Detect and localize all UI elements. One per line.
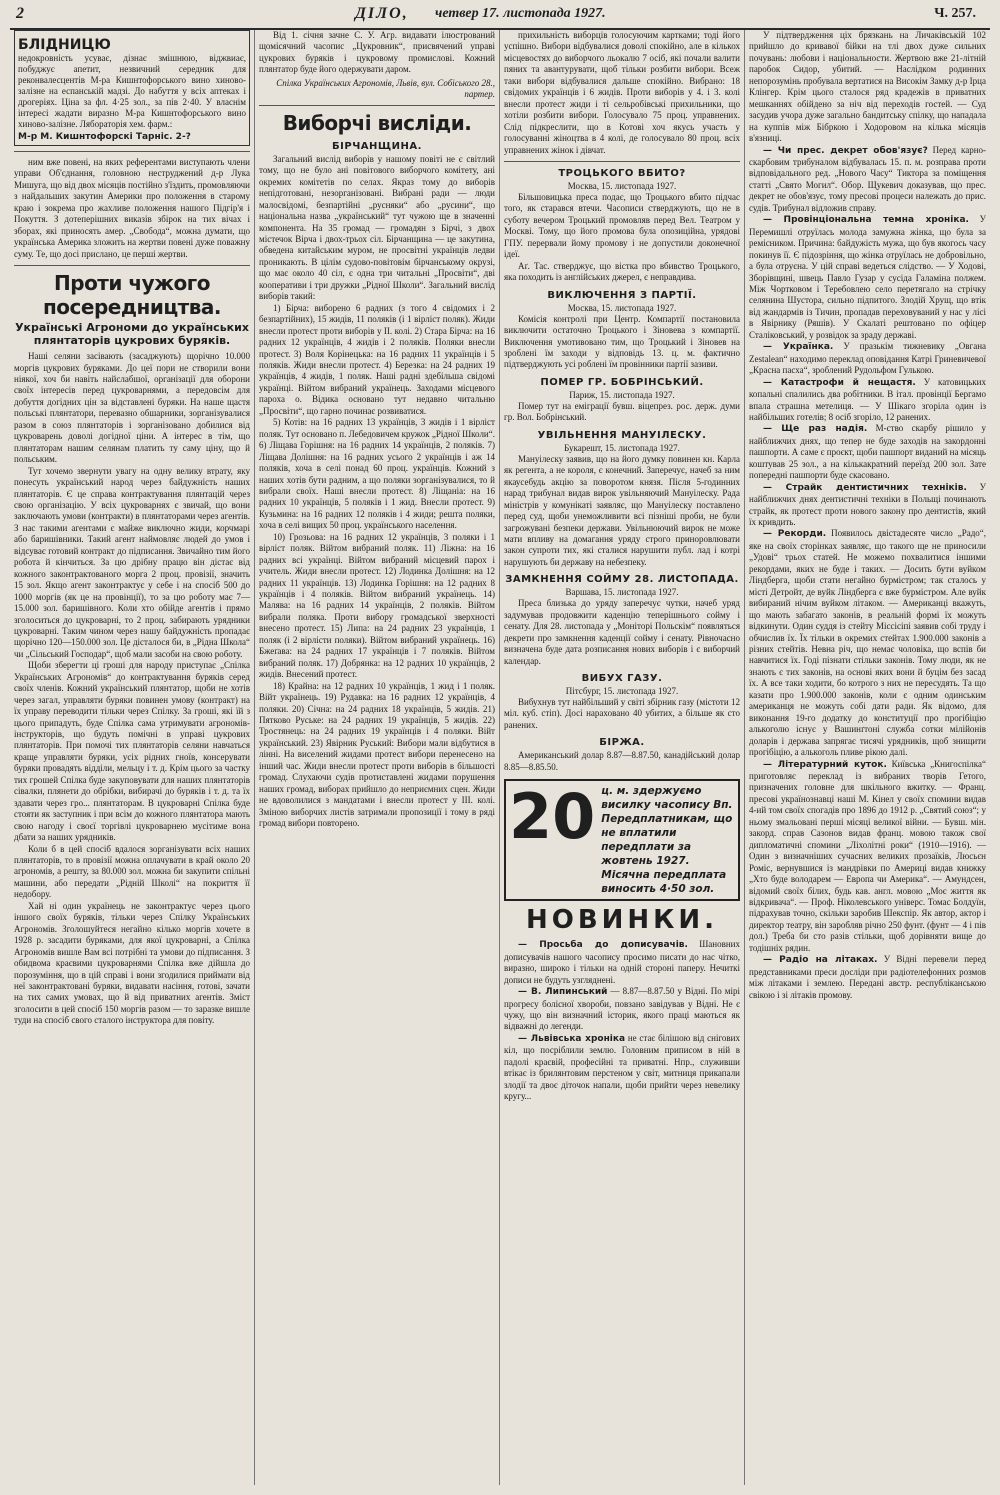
column-4 <box>745 30 990 1485</box>
article-title: Проти чужого посередництва. <box>42 271 221 320</box>
news-paragraph: Мануілеску заявив, що на його думку повинен кн. Карла як регента, а не короля, є конечний. Заперечує, начеб за ним якаусебудь акцію за поворотом князя. Після 5-годинних нарад трибунал видав вирок увільняючий Мануілеску. Рада міністрів у комунікаті заявляє, що Мануілеску поставлено перед суд, щоби унеможливити всі пізніші проби, не були загрожувані безпеки держави. Увільнюючий вирок не може мати впливу на домагання уряду строго приноровлювати закон супроти тих, які сталися нарушити публ. лад і котрі нарушують би державу на небезпеку. <box>504 453 740 567</box>
news-headline: УВІЛЬНЕННЯ МАНУІЛЕСКУ. <box>537 429 707 441</box>
paragraph: 18) Крайна: на 12 радних 10 українців, 1 жид і 1 поляк. Війт українець. 19) Рудавка: на 16 радних 12 українців, 4 поляки. 20) Січна: на 24 радних 18 українців, 5 жидів. 21) Пятково Руське: на 24 радних 19 українців, 5 жидів. 22) Тростянець: на 24 радних 19 українців і 4 поляки. Війт український. 23) Явірник Руський: Вибори мали відбутися в лінні. На виселений жидами протест вибори перенесено на інший час. Жиди внесли протест проти виборів в більшості громад. Слухаючи судів протиставлені жидами порушення наших громад, виборах прийшло до неприємних сцен. Жиди не вдоволилися з мандатами і внесли протест у III. колі. Зміною виборчих листів затримали пропозиції і тому в ряді громад вибори повторено. <box>259 680 495 829</box>
news-note-text: У найближчих днях дентистичні техніки в Польщі починають страйк, як протест проти нового закону про дентистів, який їх кривдить. <box>749 481 986 528</box>
columns <box>10 30 990 1485</box>
news-note-heading: — В. Липинський <box>518 987 608 998</box>
news-note-heading: — Провінціональна темна хроніка. <box>763 215 969 226</box>
news-note <box>749 759 986 955</box>
news-note-text: Появилось двістадесяте число „Радо“, яке на своїх сторінках заявляє, що такого ще не приносили „Удові“ трьох статей. Не можемо похвалитися іншими рекордами, яких не буде і таких. — Досить бути вуйком Ліндберга, щоби стати негайно бурмістром; так сталось у місті Детройт, де вуйк Ліндберга є вже бурмістром. Але вуйк вибираний нічим вуйком літаком. — Американці вкажуть, що мають забагато законів, в реальній формі їх можуть відкинути. Один суддя із стейту Міссісіпі заявив собі труду і обчислив їх. Їх тільки в окремих стейтах 1.900.000 законів а різних стейтів. Невна річ, що немає чоловіка, що вспів би навчитися їх. Годі пізнати стільки законів. Тому люди, як не знають є тих законів, на основі яких вони й буцім без засад їх. А все таки ходити, бо котрого з них не пересудять. Та що казати про 1.900.000 законів, коли є одним одинським американця не можуть собі дати ради. Як відомо, для виконання 19-го додатку до конституції про прогібіцію алькоголю існує у Вашинґтоні служба сотки мілійонів доларів і держава запрягає тисячі урядників, щоб знищити прогібіцію, а алькоголь пливе рікою далі. <box>749 528 987 758</box>
news-paragraph: Більшовицька преса подає, що Троцького вбито підчас того, як старався втечи. Часописи стверджують, що не в суботу вечером Троцький промовляв перед Вел. Театром у Москві. Тому, що його промова була опозиційна, урядові ГПУ. перервали йому промову і не допустили доконечної ідеї. <box>504 191 740 260</box>
notice-number: 20 <box>509 780 596 854</box>
news-note-heading: — Страйк дентистичних техніків. <box>763 482 967 493</box>
news-note-heading: — Чи прес. декрет обов'язує? <box>763 145 928 156</box>
paragraph: ним вже повені, на яких референтами виступають члени управи Об'єднання, головною неструджений д-р Лука Мишуга, що від двох місяців постійно з'їздить, промовляючи з найдальших закутин Америки про положення в старому краю і зокрема про жахливе положення нашого Підгір'я і Покуття. З дотеперішних виказів збірок на тих вічах і зборах, які приносять амер. „Свобода“, можна думати, що українська Америка зложить на жертви повені дуже поважну суму. Те, що досі прислано, це перші жертви. <box>14 157 250 259</box>
news-note-heading: — Катастрофи й нещастя. <box>763 377 916 388</box>
news-paragraph: Вибухнув тут найбільший у світі збірник газу (містоти 12 міл. куб. стіп). Досі нараховано 40 убитих, а більше як сто ранених. <box>504 697 740 730</box>
news-headline: ВИБУХ ГАЗУ. <box>581 673 663 685</box>
news-item <box>504 737 740 773</box>
news-note <box>504 986 740 1033</box>
news-note <box>749 214 986 341</box>
news-paragraph: Преса близька до уряду заперечує чутки, начеб уряд задумував продовжити каденцію теперішнього сойму і сенату. Для 28. листопада у „Моніторі Польскім“ появляться декрети про замкнення каденції сойму і сенату. Рівночасно визначена буде дата розписання нових виборів і є виборчий календар. <box>504 598 740 666</box>
paragraph: 10) Грозьова: на 16 радних 12 українців, 3 поляки і 1 вірліст поляк. Війтом вибраний поляк. 11) Ліжна: на 16 радних всі українці. Війтом вибраний місцевий парох і учитель. Жиди внесли протест. 12) Лодинка Долішня: на 12 радних 11 українців. 13) Лодинка Горішня: на 12 радних 8 українців і 4 поляків. Війтом вибраний українець. 14) Малява: на 16 радних 14 українців, 2 поляків. Війтом вибрали поляка. Проти вибору громадської зверхності внесено протест. 15) Липа: на 24 радних 23 українців, 1 поляк (і 2 вірлісти поляки). Війтом вибраний українець. 16) Бжеґава: на 24 радних 17 українців і 7 поляків. Війтом вибраний поляк. 17) Добрянка: на 12 радних 10 українців, 2 жидів. Внесений протест. <box>259 531 495 680</box>
news-note-heading: — Радіо на літаках. <box>763 955 878 966</box>
news-note-text: — 8.87—8.87.50 у Відні. По мірі прогресу болісної хвороби, повзано завідував у Відні. Не є чужу, що він визначний історик, якого праці маються як відважні до легенди. <box>504 986 740 1032</box>
news-headline: ЗАМКНЕННЯ СОЙМУ 28. ЛИСТОПАДА. <box>505 574 739 586</box>
news-headline: ПОМЕР ГР. БОБРІНСЬКИЙ. <box>540 376 704 388</box>
elections-continued <box>504 30 740 156</box>
news-dateline: Москва, 15. листопада 1927. <box>567 180 677 191</box>
column-1 <box>10 30 255 1485</box>
news-note <box>749 423 986 481</box>
news-note-heading: — Просьба до дописувачів. <box>518 940 688 951</box>
news-note-heading: — Літературний куток. <box>763 759 887 770</box>
news-note-text: У празькім тижневику „Овгана Zestalean“ находимо переклад оповідання Катрі Гриневичевої „Красна пасха“, зроблений Рудольфом Гулькою. <box>749 341 987 376</box>
notice-signature: Спілка Українських Агрономів, Львів, вул. Собіського 28., партер. <box>276 77 495 99</box>
news-item <box>504 168 740 284</box>
ad-maker: М-р М. Кишнтофорскі Тарніс. 2-? <box>18 132 191 142</box>
news-note <box>504 939 740 986</box>
news-note-text: У Відні перевели перед представниками преси досліди при радіотелефонних розмов між літаками і землею. Передані австр. республіканською свікою і зі літаків промову. <box>749 954 987 1000</box>
news-paragraph: Аґ. Тас. стверджує, що вістка про вбивство Троцького, яка походить із англійських джерел, є неправдива. <box>504 260 740 283</box>
news-items-continued <box>749 145 986 1002</box>
news-headline: ВИКЛЮЧЕННЯ З ПАРТІЇ. <box>547 289 697 301</box>
page-number: 2 <box>16 5 24 22</box>
ad-brand: БЛІДНИЦЮ <box>18 37 111 53</box>
news-item <box>504 290 740 371</box>
news-dateline: Москва, 15. листопада 1927. <box>567 302 677 313</box>
news-note-heading: — Українка. <box>763 342 834 353</box>
news-dateline: Париж, 15. листопада 1927. <box>569 389 675 400</box>
paragraph: Коли б в цей спосіб вдалося зорганізувати всіх наших плянтаторів, то в провізії можна оплачувати в край около 20 агрономів, а решту, за 80.000 зол. можна би закупити спільні машини, або передати „Рідній Школі“ на покриття її недобору. <box>14 843 250 900</box>
paragraph: прихильність виборців голосуючим картками; тоді його успішно. Вибори відбувалися доволі спокійно, але в кількох місцевостях до виборчого льокалю 7 осіб, які почали валити пяних та авантурувати, щоб тільки розбити вибори. Всеж таки вибори відбувалися дальше спокійно. Вибрано: 18 свідомих українців і 6 жидів. Проти виборів у 4. і 3. колі внесли протест жиди і ті сельробівські прихильники, що хотіли розбити вибори. Голосувало 75 проц. управнених. Слід підкреслити, що в Котові хоч якусь участь у голосуванні жіноцтва в 4 колі, де голосувало 80 проц. всіх управнених жінок і дівчат. <box>504 30 740 155</box>
news-note <box>749 482 986 529</box>
news-paragraph: Помер тут на еміграції бувш. віцепрез. рос. держ. думи гр. Вол. Бобрінський. <box>504 400 740 423</box>
paragraph: Загальний вислід виборів у нашому повіті не є світлий тому, що не було ані повітового виборчого комітету, ані окремих комітетів по селах. Якраз тому до виборів непідготовані, незорганізовані. Вибрані ради — люди малосвідомі, безпартійні „русняки“ або „русини“, що національна назва „український“ тут чужою ще в значенні компонента. На 35 громад — громадян з Бірчі, з двох містечок Вірча і двох-трьох сіл. Бірчанщина — це закутина, обведена китайським муром, не просвітні українців ледви проникають. В цілім судово-повітовім бірчанському окрузі, що має около 40 сіл, є одна три читальні „Просвіти“, дві кооперативи і три дружки „Рідної Школи“. Загальний вислід виборів такий: <box>259 153 495 302</box>
news-note <box>749 954 986 1001</box>
news-paragraph: Американський долар 8.87—8.87.50, канадійський долар 8.85—8.85.50. <box>504 750 740 772</box>
article-body <box>14 351 250 1027</box>
news-note-text: Перед карно-скарбовим трибуналом відбувалась 15. п. м. розправа проти відповідального ред. „Нового Часу“ Тиктора за поміщення статті „Свято Могил“. Обор. Щукевич доказував, що прес. декрет не обов'язує, тому пресові процеси належать до прис. судів. Трибунал відложив справу. <box>749 144 987 213</box>
article-subtitle: Українські Агрономи до українських плянтаторів цукрових буряків. <box>15 321 249 348</box>
news-paragraph: Комісія контролі при Центр. Компартії постановила виключити остаточно Троцького і Зіновева з компартії. Виключення умотивовано тим, що Троцький і Зіновев на зробленi їм заходи у відповідь 13. ц. м. фактично підтверджують усі роблені їм провінники партії зазиви. <box>504 313 740 370</box>
news-item <box>504 574 740 667</box>
elections-subtitle: БІРЧАНЩИНА. <box>332 140 422 152</box>
subscription-notice-box <box>504 779 740 901</box>
paragraph: Хай ні один українець не законтрактує через цього іншого своїх буряків, тільки через Спілку Українських Агрономів. Зголошуйтеся негайно кілько моргів хочете в 1928 р. засадити буряками, для якої цукроварні, а Спілка Агрономів вишле Вам всі потрібні та умови до підписання. З обидвома краєвими цукроварнями Спілка вже дійшла до порозуміння, що в цій справі і вони згодилися приймати від неї законтрактовані буряки, видавати насіння, готові, зачати на тих самих умовах, що й від приватних агентів. Зміст зголосити в цей спосіб 150 моргів разом — то заразке вишле туди на спосіб свого сталого інструктора для повіту. <box>14 900 250 1026</box>
news-headline: ТРОЦЬКОГО ВБИТО? <box>558 167 686 179</box>
news-item <box>504 430 740 569</box>
column-3 <box>500 30 745 1485</box>
news-section-title: НОВИНКИ. <box>525 905 719 936</box>
news-note-text: М-ство скарбу рішило у найближчих днях, що тепер не буде заходів на закордонні пашпорти. А саме є проєкт, щоби пашпорт виданий на місяць коштував 25 зол., а на кількакратний переїзд 200 зол. Зате попередні пашпорти буде скасовано. <box>749 423 986 481</box>
news-note <box>749 377 986 424</box>
news-note-text: У катовицьких копальні спалились два робітники. В італ. провінції Бергамо впала страшна метелиця. — У Шікаго згоріла один із найбільших готелів; 8 осіб згоріло, 12 ранених. <box>749 376 986 422</box>
telegraph-news <box>504 168 740 773</box>
news-note-text: Шановних дописувачів нашого часопису просимо писати до нас чітко, виразно, широко і тільки на одній стороні паперу. Нечиткі дописи не будуть узглядненi. <box>504 939 740 985</box>
news-note <box>749 528 986 758</box>
divider <box>259 105 495 106</box>
paragraph: 5) Котів: на 16 радних 13 українців, 3 жидів і 1 вірліст поляк. Тут основано п. Лебедовичем кружок „Рідної Школи“. 6) Ліщава Горішня: на 16 радних 14 українців, 2 поляків. 7) Ліщава Долішня: на 16 радних усього 2 українців і аж 14 поляків, хоча в селі понад 60 проц. українців. Кожний з наших хотів бути радним, а що поляки зорганізувалися, то й вибрали своїх. Наші внесли протест. 8) Ліщаніа: на 16 радних 10 українців, 5 поляків і 1 жид. Внесли протест. 9) Кузьмина: на 16 радних 12 поляків і 4 жиди; решта поляки, хоча в селі вищих 50 проц. українського населення. <box>259 417 495 531</box>
news-item <box>504 673 740 731</box>
paragraph: Наші селяни засівають (засаджують) щорічно 10.000 моргів цукрових буряками. До цеї пори не створили вони ніякої, хоч би навіть найслабшої, організації для оборони своїх інтересів перед цукроварнями, а передовсім для добуття догідних цін за відставлені буряки. На наше щастя польські плянтатори, перевазно обшарники, зорганізувалися разом в союз плянтаторів і зорганізовано добилися від цукроварень доволі догідної ціни. А інтерес в тім, що плянтаторам нашим селянам платить ту саму ціну, що й польським. <box>14 351 250 465</box>
news-dateline: Пітсбург, 15. листопада 1927. <box>565 686 679 697</box>
elections-title: Виборчі висліди. <box>282 110 472 135</box>
news-note-text: Київська „Книгоспілка“ приготовляє переклад із вибраних творів Гетого, призначених головне для шкільного вжитку. — Франц. пресові українознавці наші М. Кінел у своїх спомини видав 4-ий том своїх спогадів про 1896 до 1912 р. „Святий союз“; у ньому змальовані перші місяці великої війни. — Бувш. мін. закорд. справ Сазонов видав франц. мовою також свої дипломатичні спомини „Ліхолітні роки“ (1910—1916). — Один з визначніших сучасних великих прозаїків, Люсьєн Ромiс, вернувшися із мандрівки по Америці видав книжку „Хто буде володарем — Европа чи Америка“. — Амундсен, відомий своїх білих, будь кав. англ. мовою „Моє життя як відкривача“. — Проф. Ніколевського універс. Томас Болдуїн, підрахував точно, скільки заробив Шекспір. Як автор, актор і директор театру, він заробляв річно 250 фунт. (фунт — 4 і пів дол.) Треба би сто разів стільки, щоб дорівняти вище до тодішніх рядин. <box>749 758 986 953</box>
news-note-text: У Перемишлі отруїлась молода замужна жінка, що була за ремісником. Причина: байдужість мужа, що був якогось часу покинув її. Є підозріння, що жінка отруїлась не добровільно, а була отруєна. У цій справі ведеться слідство. — У Ходовi, Зборівщині, швець Павло Гузар у сусіда Галаміна полжем. Між Чортковом і Теребовлею село перетягало на стрічку селянина Шустора, сильно підпитого. Злодій Хрущ, що втік від жандармів із Тичин, пропадав переховуваний у нас у лісі в Явірнику (Ряшів). У Скалаті рештовано по офіцер Сталіковський, у розвідок за зраду державі. <box>749 214 987 340</box>
issue-number: Ч. 257. <box>934 6 976 21</box>
tonic-advertisement <box>14 30 250 146</box>
news-note-heading: — Львівська хроніка <box>518 1033 626 1044</box>
agronomists-notice <box>259 30 495 76</box>
paragraph: Від 1. січня зачне С. У. Агр. видавати ілюстрований щомісячний часопис „Цукровник“, присвячений управі цукрових буряків і цукровому промислові. Кожний плянтатор буде його одержувати даром. <box>259 30 495 75</box>
elections-body <box>259 154 495 830</box>
paragraph: Тут хочемо звернути увагу на одну велику втрату, яку понесуть український народ через байдужність наших плянтаторів. Є це справа контрактування плянтацій через свою організацію. У всіх цукроварнях є звичай, що вони заключають умови (контракти) в плянтаторами через агентів. З нас такими агентами є майже виключно жиди, корчмарі або баришівники. Такий агент наймовляє людей до умов і відсуває готовий контракт до підписання. Звичайно тим його робота й кінчиться. За цю дрібну працю він дістає від кожного законтрактованого морга 2 проц. провізії, значить 15 зол. Якщо агент законтрактує у себе і на спосіб 500 до 1000 моргів (як це на провінції), то за цю роботу має 7—15.000 зол. баришівного. Коли хто обійде агентів і прямо зголоситься до цукроварні, то 2 проц. забирають урядники цукроварні. Таким чином через нашу байдужність пропадає щорічно 120—150.000 зол. Це дісталося би, в „Рідна Школа“ чи „Сільський Господар“, щоб мали засоби на свою роботу. <box>14 465 250 659</box>
page-header <box>10 4 990 30</box>
news-item <box>504 377 740 424</box>
divider <box>504 161 740 162</box>
news-note-heading: — Ще раз надія. <box>763 424 868 435</box>
news-note <box>504 1033 740 1103</box>
paragraph: Щоби зберегти ці гроші для народу приступає „Спілка Українських Агрономів“ до контрактування буряків серед своїх членів. Кожний український плянтатор, щоби не хотів через загал, управляти буряки повинен умову (контракт) на їх управу переводити тільки через Спілку. За гроші, які їй з цього припадуть, буде Спілка сама утримувати агрономів-інструкторів, що будуть помічні в управі цукрових плянтаторів. При помочі тих плянтаторів селяни навчаться краще управляти буряки, усіх рідних гноїв, консерувати буряки провадять відділи, мельцу і т. д. Крім цього за частку тих грошей Спілка буде закуповувати для наших плянтаторів сівалки, плянети до обрібки, вибирачі до буряків і т. д. та їх здавати через гро... плянтаторам. В цукроварні Спілка буде стояти як заступник і при всім до кожного плянтатора мають свою нагоду і своєї торгівлі цукроварнею мусітиме вона дбати за наших урядників. <box>14 660 250 843</box>
divider <box>14 265 250 266</box>
news-note-heading: — Рекорди. <box>763 529 827 540</box>
chronicle-continued <box>749 30 986 145</box>
news-note <box>749 145 986 215</box>
news-dateline: Букарешт, 15. листопада 1927. <box>564 442 680 453</box>
news-note-text: не стає білішою від снігових кіл, що посріблили землю. Головним приписом в ній в падолі краєвій, професійні та приватні. Нпр., служивши втікає із брилянтовим перстеном у світ, митниця прикапали злодії та двоє діточок напали, щоби прийти через невелику кругу... <box>504 1032 740 1102</box>
ad-text: недокровність усуває, дізнає змішнюю, віджвиає, побуджує апетит, незвичний середник для реконвалесцентів М-ра Кишнтофорського вино хиново-залізне на еспанській мадзі. До набуття у всіх аптеках і дрогеріях. Ціна за фл. 4·25 зол., за пів 2·40. У власнім інтересі жадати виразно М-ра Кишнтофорського вино хиново-залізне. Лябораторія хем. фарм.: <box>18 53 246 129</box>
paragraph: 1) Бірча: виборено 6 радних (з того 4 свідомих і 2 безпартійних), 15 жидів, 11 поляків (і 1 вірліст поляк). Жиди внесли протест проти виборів у II. колі. 2) Стара Бірча: на 16 радних 12 українців, 4 жидів і 2 поляків. Поляки внесли протест. 3) Воля Корінецька: на 16 радних 11 українців і 5 поляків. Жиди внесли протест. 4) Березка: на 24 радних 19 українців, 4 жидів, 1 поляк. Наші радні здебільша свідомі українці. Війтом вибраний українець. Заходами місцевого пароха о. Відика основано тут недавно читальню „Просвіти“, що гарно починає розвиватися. <box>259 302 495 416</box>
notice-text: ц. м. здержуємо висилку часопису Вп. Передплатникам, що не вплатили передплати за жовтень 1927. Місячна передплата виносить 4·50 зол. <box>601 785 733 896</box>
intro-article <box>14 157 250 260</box>
column-2 <box>255 30 500 1485</box>
divider <box>14 151 250 152</box>
news-headline: БІРЖА. <box>599 737 645 749</box>
news-dateline: Варшава, 15. листопада 1927. <box>565 587 679 598</box>
masthead: ДІЛО, <box>355 5 409 22</box>
issue-date: четвер 17. листопада 1927. <box>435 6 606 21</box>
paragraph: У підтвердження ціх брязкань на Личаківській 102 прийшло до кривавої бійки на тлі двох дуже сильних почувань: любови і національности. Жертвою вже 21-літній паробок Сидор, убитий. — Наслідком родинних непорозумінь пробувала вертатися на Високім Замку д-р Ірца Клінгер. Крім цього сталося ряд крадежів в приватних мешканнях обійдено за ніч від переходів гостей. — Суд засудив учора дуже загально бандитську спілку, що нападала на куппів між Бібркою і Ходоровом на кілька місяців в'язниці. <box>749 30 986 144</box>
news-note <box>749 341 986 376</box>
news-items <box>504 939 740 1102</box>
